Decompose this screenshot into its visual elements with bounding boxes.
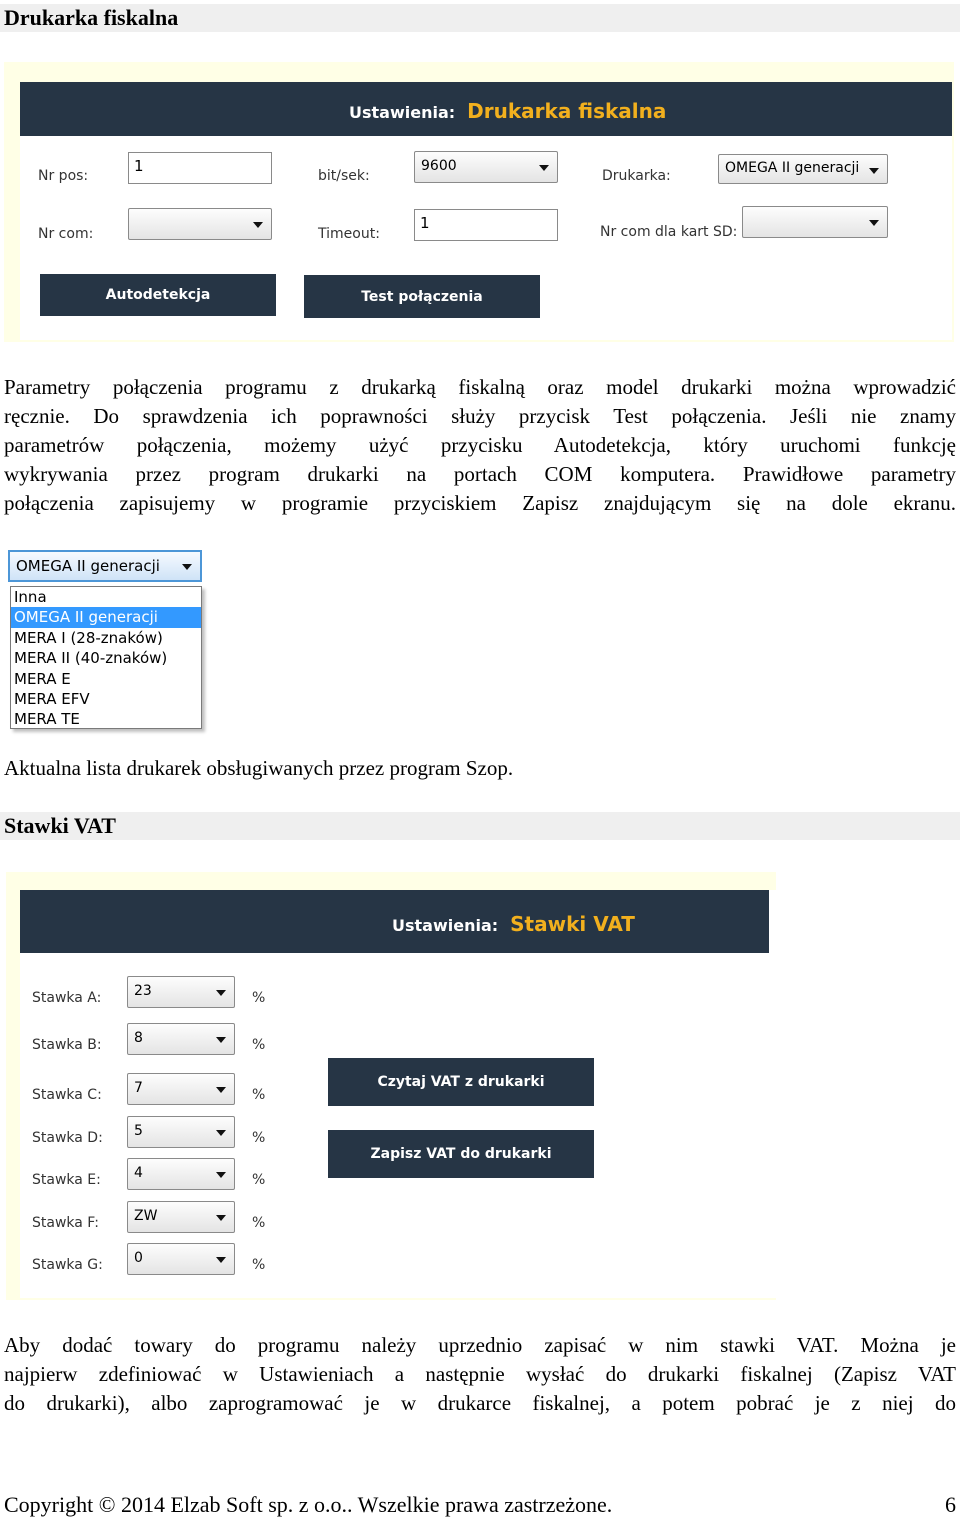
section-heading-vat: [0, 812, 960, 840]
chevron-down-icon: [869, 168, 879, 174]
chevron-down-icon: [216, 1087, 226, 1093]
rate-value: ZW: [134, 1208, 158, 1224]
bit-sek-value: 9600: [421, 158, 457, 174]
paragraph-line: ręcznie. Do sprawdzenia ich poprawności służy przycisk Test połączenia. Jeśli nie znamy: [4, 404, 956, 428]
chevron-down-icon: [869, 220, 879, 226]
percent-sign: %: [252, 1130, 266, 1146]
paragraph-line: wykrywania przez program drukarki na portach COM komputera. Prawidłowe parametry: [4, 462, 956, 486]
chevron-down-icon: [182, 564, 192, 570]
bit-sek-label: bit/sek:: [318, 168, 370, 184]
rate-label: Stawka A:: [32, 990, 102, 1006]
chevron-down-icon: [539, 165, 549, 171]
drukarka-value: OMEGA II generacji: [725, 160, 860, 176]
dropdown-option[interactable]: MERA II (40-znaków): [14, 649, 168, 668]
printer-settings-screenshot: [4, 62, 954, 342]
rate-value: 4: [134, 1165, 143, 1181]
rate-value: 8: [134, 1030, 143, 1046]
rate-value: 0: [134, 1250, 143, 1266]
percent-sign: %: [252, 1087, 266, 1103]
rate-select[interactable]: [127, 1158, 235, 1190]
rate-label: Stawka F:: [32, 1215, 99, 1231]
chevron-down-icon: [216, 1215, 226, 1221]
dropdown-option[interactable]: MERA TE: [14, 710, 80, 729]
percent-sign: %: [252, 1172, 266, 1188]
nr-com-sd-label: Nr com dla kart SD:: [600, 224, 738, 240]
rate-select[interactable]: [127, 1201, 235, 1233]
header-value: Stawki VAT: [510, 912, 635, 936]
rate-select[interactable]: [127, 1073, 235, 1105]
printer-dropdown-value: OMEGA II generacji: [16, 557, 160, 575]
dropdown-option[interactable]: MERA EFV: [14, 689, 90, 708]
rate-value: 7: [134, 1080, 143, 1096]
section-title: Drukarka fiskalna: [4, 5, 179, 30]
chevron-down-icon: [216, 1130, 226, 1136]
test-connection-button[interactable]: Test połączenia: [304, 275, 540, 318]
nr-com-select[interactable]: [128, 208, 272, 240]
rate-select[interactable]: [127, 976, 235, 1008]
header-key: Ustawienia:: [349, 103, 456, 122]
timeout-label: Timeout:: [318, 226, 380, 242]
timeout-input[interactable]: 1: [414, 209, 558, 241]
paragraph-line: parametrów połączenia, możemy użyć przycisku Autodetekcja, który uruchomi funkcję: [4, 433, 956, 457]
rate-select[interactable]: [127, 1023, 235, 1055]
drukarka-select[interactable]: [718, 154, 888, 184]
rate-label: Stawka C:: [32, 1087, 102, 1103]
bit-sek-select[interactable]: [414, 151, 558, 183]
rate-select[interactable]: [127, 1116, 235, 1148]
nr-com-label: Nr com:: [38, 226, 94, 242]
chevron-down-icon: [216, 1257, 226, 1263]
page-number: 6: [945, 1492, 956, 1517]
rate-select[interactable]: [127, 1243, 235, 1275]
vat-settings-header: [20, 890, 769, 953]
chevron-down-icon: [216, 990, 226, 996]
rate-label: Stawka B:: [32, 1037, 102, 1053]
dropdown-option[interactable]: Inna: [14, 588, 47, 606]
chevron-down-icon: [216, 1172, 226, 1178]
dropdown-option[interactable]: MERA I (28-znaków): [14, 628, 163, 647]
rate-value: 23: [134, 983, 152, 999]
paragraph-line: Aby dodać towary do programu należy uprzednio zapisać w nim stawki VAT. Można je: [4, 1333, 956, 1357]
header-value: Drukarka fiskalna: [467, 99, 667, 123]
printer-dropdown-screenshot: [8, 550, 204, 734]
printer-dropdown-list: [10, 586, 202, 729]
nr-pos-input[interactable]: 1: [128, 152, 272, 184]
section-heading-drukarka: [0, 4, 960, 32]
percent-sign: %: [252, 1037, 266, 1053]
rate-value: 5: [134, 1123, 143, 1139]
percent-sign: %: [252, 990, 266, 1006]
dropdown-option-selected[interactable]: OMEGA II generacji: [11, 607, 201, 627]
paragraph-line: Parametry połączenia programu z drukarką fiskalną oraz model drukarki można wprowadzić: [4, 375, 956, 399]
percent-sign: %: [252, 1257, 266, 1273]
vat-settings-screenshot: [6, 872, 776, 1300]
paragraph-line: połączenia zapisujemy w programie przyciskiem Zapisz znajdującym się na dole ekranu.: [4, 491, 956, 515]
printer-settings-header: [20, 82, 952, 136]
paragraph-line: do drukarki), albo zaprogramować je w drukarce fiskalnej, a potem pobrać je z niej do: [4, 1391, 956, 1415]
write-vat-button[interactable]: Zapisz VAT do drukarki: [328, 1130, 594, 1178]
rate-label: Stawka D:: [32, 1130, 103, 1146]
printer-dropdown[interactable]: [8, 550, 202, 582]
read-vat-button[interactable]: Czytaj VAT z drukarki: [328, 1058, 594, 1106]
paragraph-line: najpierw zdefiniować w Ustawieniach a następnie wysłać do drukarki fiskalnej (Zapisz VAT: [4, 1362, 956, 1386]
percent-sign: %: [252, 1215, 266, 1231]
dropdown-option[interactable]: MERA E: [14, 669, 71, 688]
caption: Aktualna lista drukarek obsługiwanych przez program Szop.: [4, 756, 514, 780]
nr-com-sd-select[interactable]: [742, 206, 888, 238]
chevron-down-icon: [216, 1037, 226, 1043]
autodetect-button[interactable]: Autodetekcja: [40, 274, 276, 316]
section-title: Stawki VAT: [4, 813, 116, 838]
nr-pos-label: Nr pos:: [38, 168, 89, 184]
drukarka-label: Drukarka:: [602, 168, 671, 184]
rate-label: Stawka G:: [32, 1257, 103, 1273]
chevron-down-icon: [253, 222, 263, 228]
rate-label: Stawka E:: [32, 1172, 101, 1188]
header-key: Ustawienia:: [392, 916, 499, 935]
copyright-footer: Copyright © 2014 Elzab Soft sp. z o.o.. Wszelkie prawa zastrzeżone.: [4, 1492, 613, 1517]
